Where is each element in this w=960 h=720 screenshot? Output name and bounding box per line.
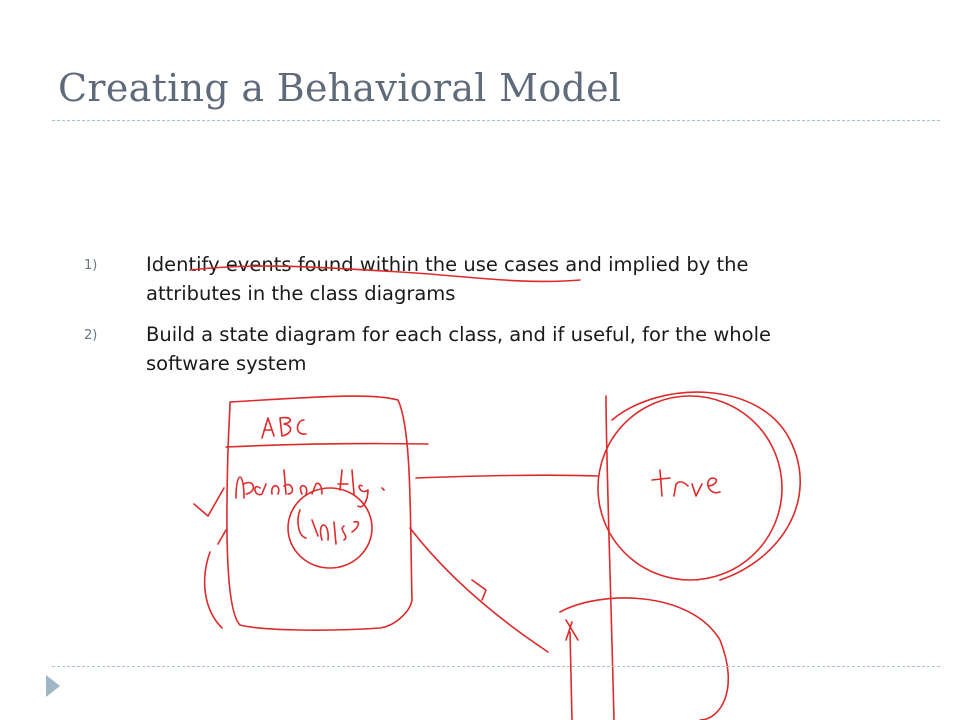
footer-divider xyxy=(52,666,940,667)
list-item xyxy=(84,250,824,308)
ink-state-false-circle xyxy=(288,488,372,568)
ink-lower-mark xyxy=(566,620,578,720)
list-item-text: Identify events found within the use cases and implied by the attributes in the class diagrams xyxy=(146,253,749,305)
ink-state-true-outer xyxy=(612,392,800,580)
ink-transition-line xyxy=(416,475,598,478)
ink-vertical-line xyxy=(606,396,614,720)
ink-attribute-text xyxy=(236,470,384,507)
ink-diagonal-transition xyxy=(410,528,548,652)
ink-small-arrow xyxy=(472,580,486,600)
ink-check-mark xyxy=(194,488,224,516)
ink-state-true-circle xyxy=(598,396,782,580)
ink-left-stroke xyxy=(205,530,226,628)
ink-class-name xyxy=(262,418,306,438)
ink-class-box xyxy=(227,396,412,630)
title-divider xyxy=(52,120,940,121)
numbered-list xyxy=(84,250,824,390)
list-item-text: Build a state diagram for each class, and if useful, for the whole software system xyxy=(146,323,771,375)
ink-class-divider xyxy=(226,444,428,447)
list-item-number: 2) xyxy=(84,328,98,343)
play-triangle-icon xyxy=(46,675,60,697)
list-item xyxy=(84,320,824,378)
slide-title: Creating a Behavioral Model xyxy=(58,66,622,110)
ink-lower-state xyxy=(560,598,728,720)
ink-state-true-text xyxy=(652,470,720,496)
list-item-number: 1) xyxy=(84,258,98,273)
ink-state-false-text xyxy=(298,510,358,544)
